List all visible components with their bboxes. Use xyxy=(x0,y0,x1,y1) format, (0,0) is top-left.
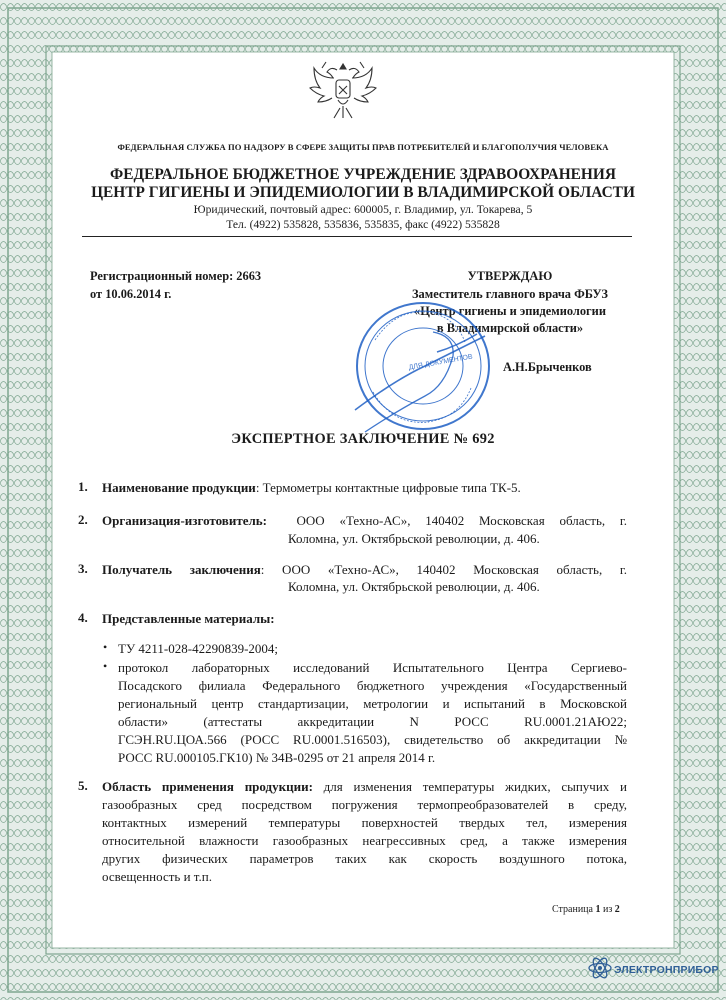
page-current: 1 xyxy=(595,904,601,915)
organization-name-line1: ФЕДЕРАЛЬНОЕ БЮДЖЕТНОЕ УЧРЕЖДЕНИЕ ЗДРАВООХРАНЕНИЯ xyxy=(110,166,616,183)
page-mid: из xyxy=(600,904,615,915)
section-label: Наименование продукции xyxy=(102,480,256,495)
section-number: 5. xyxy=(78,778,88,793)
organization-name-line2: ЦЕНТР ГИГИЕНЫ И ЭПИДЕМИОЛОГИИ В ВЛАДИМИРСКОЙ ОБЛАСТИ xyxy=(91,184,635,201)
registration-date: от 10.06.2014 г. xyxy=(90,287,172,301)
organization-phones: Тел. (4922) 535828, 535836, 535835, факс (4922) 535828 xyxy=(226,218,500,231)
bullet-dot: • xyxy=(103,659,108,673)
section-scope xyxy=(102,778,627,795)
scope-line: контактных измерений температуры поверхностей твердых тел, измерения xyxy=(102,815,627,830)
section-label: Представленные материалы: xyxy=(102,611,275,626)
section-number: 3. xyxy=(78,561,88,576)
approval-position-line2: «Центр гигиены и эпидемиологии xyxy=(414,304,606,318)
section-label: Организация-изготовитель: xyxy=(102,513,267,528)
stamp-label: ДЛЯ ДОКУМЕНТОВ xyxy=(408,353,474,372)
bullet-dot: • xyxy=(103,640,108,654)
scope-line: газообразных сред посредством погружения термопреобразователей в среду, xyxy=(102,797,627,812)
page-number xyxy=(552,904,620,915)
scope-line: других физических параметров таких как скорость воздушного потока, xyxy=(102,851,627,866)
material-item-line: региональный центр стандартизации, метрологии и испытаний в Московской xyxy=(118,696,627,711)
agency-name: ФЕДЕРАЛЬНАЯ СЛУЖБА ПО НАДЗОРУ В СФЕРЕ ЗАЩИТЫ ПРАВ ПОТРЕБИТЕЛЕЙ И БЛАГОПОЛУЧИЯ ЧЕЛОВЕКА xyxy=(117,142,609,152)
material-item-line: протокол лабораторных исследований Испытательного Центра Сергиево- xyxy=(118,660,627,675)
material-item: ТУ 4211-028-42290839-2004; xyxy=(118,641,279,656)
scope-line: относительной влажности газообразных неагрессивных сред, а также измерения xyxy=(102,833,627,848)
approval-position-line3: в Владимирской области» xyxy=(436,321,584,335)
watermark-logo-text: ЭЛЕКТРОНПРИБОР xyxy=(614,964,719,976)
section-number: 4. xyxy=(78,610,88,625)
document-title: ЭКСПЕРТНОЕ ЗАКЛЮЧЕНИЕ № 692 xyxy=(231,431,495,447)
official-stamp xyxy=(345,292,497,442)
section-materials xyxy=(102,610,627,627)
double-headed-eagle-emblem xyxy=(304,56,382,124)
page-prefix: Страница xyxy=(552,904,596,915)
section-text-continued: Коломна, ул. Октябрьской революции, д. 406. xyxy=(288,531,540,546)
approval-position-line1: Заместитель главного врача ФБУЗ xyxy=(412,287,608,301)
atom-logo-icon xyxy=(587,955,613,981)
section-product-name xyxy=(102,479,627,496)
scope-line: освещенность и т.п. xyxy=(102,869,212,884)
section-text: : Термометры контактные цифровые типа ТК-5. xyxy=(255,480,521,495)
page-total: 2 xyxy=(614,904,620,915)
section-number: 1. xyxy=(78,479,88,494)
section-manufacturer xyxy=(102,512,627,529)
approval-heading: УТВЕРЖДАЮ xyxy=(467,269,553,283)
section-text: ООО «Техно-АС», 140402 Московская область, г. xyxy=(296,513,628,528)
section-text: : ООО «Техно-АС», 140402 Московская область, г. xyxy=(260,562,627,577)
organization-address: Юридический, почтовый адрес: 600005, г. Владимир, ул. Токарева, 5 xyxy=(193,203,533,216)
section-recipient xyxy=(102,561,627,578)
section-text-continued: Коломна, ул. Октябрьской революции, д. 406. xyxy=(288,579,540,594)
section-label: Получатель заключения xyxy=(102,562,261,577)
material-item-line: Посадского филиала Федерального бюджетного учреждения «Государственный xyxy=(118,678,627,693)
material-item-line: области» (аттестаты аккредитации N РОСС RU.0001.21АЮ22; xyxy=(118,714,627,729)
material-item-line: ГСЭН.RU.ЦОА.566 (РОСС RU.0001.516503), свидетельство об аккредитации № xyxy=(118,732,627,747)
section-number: 2. xyxy=(78,512,88,527)
header-divider xyxy=(82,236,632,237)
section-label: Область применения продукции: xyxy=(102,779,313,794)
material-item-line: РОСС RU.000105.ГК10) № 34В-0295 от 21 апреля 2014 г. xyxy=(118,750,436,765)
signer-name: А.Н.Брыченков xyxy=(503,360,592,374)
registration-number: Регистрационный номер: 2663 xyxy=(90,269,262,283)
section-text: для изменения температуры жидких, сыпучих и xyxy=(312,779,627,794)
